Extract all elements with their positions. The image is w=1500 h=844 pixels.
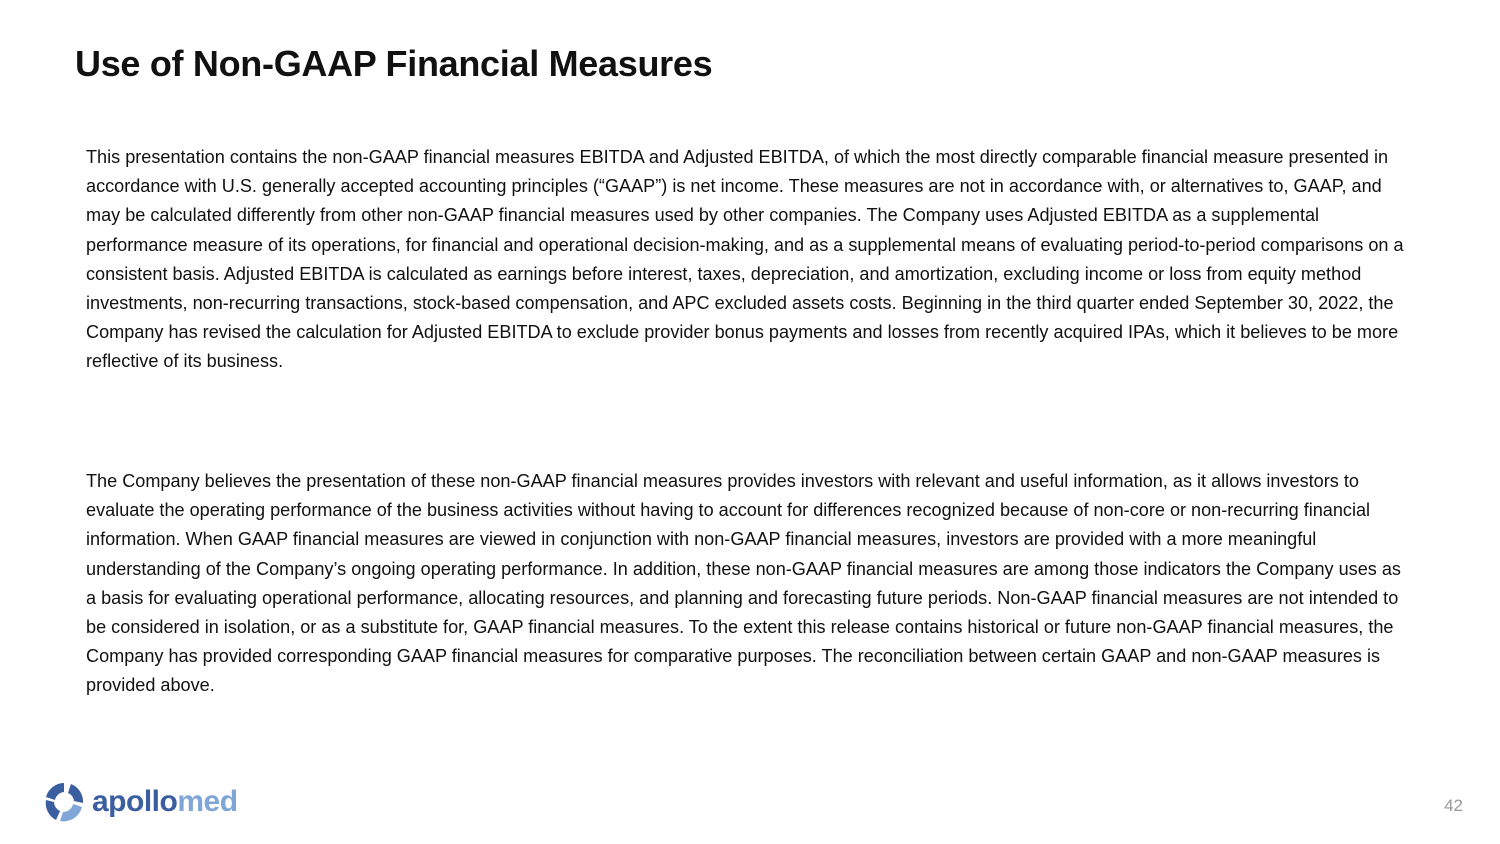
logo-text-apollo: apollo xyxy=(92,785,178,818)
page-number: 42 xyxy=(1444,796,1463,815)
logo-text-med: med xyxy=(177,785,238,818)
paragraph-non-gaap-usefulness: The Company believes the presentation of these non-GAAP financial measures provides investors with relevant and useful information, as it allows investors to evaluate the operating performance of the business activities without having to account for differences recognized because of non-core or non-recurring financial information. When GAAP financial measures are viewed in conjunction with non-GAAP financial measures, investors are provided with a more meaningful understanding of the Company’s ongoing operating performance. In addition, these non-GAAP financial measures are among those indicators the Company uses as a basis for evaluating operational performance, allocating resources, and planning and forecasting future periods. Non-GAAP financial measures are not intended to be considered in isolation, or as a substitute for, GAAP financial measures. To the extent this release contains historical or future non-GAAP financial measures, the Company has provided corresponding GAAP financial measures for comparative purposes. The reconciliation between certain GAAP and non-GAAP measures is provided above. xyxy=(86,471,1401,696)
paragraph-non-gaap-definition: This presentation contains the non-GAAP financial measures EBITDA and Adjusted EBITDA, of which the most directly comparable financial measure presented in accordance with U.S. generally accepted accounting principles (“GAAP”) is net income. These measures are not in accordance with, or alternatives to, GAAP, and may be calculated differently from other non-GAAP financial measures used by other companies. The Company uses Adjusted EBITDA as a supplemental performance measure of its operations, for financial and operational decision-making, and as a supplemental means of evaluating period-to-period comparisons on a consistent basis. Adjusted EBITDA is calculated as earnings before interest, taxes, depreciation, and amortization, excluding income or loss from equity method investments, non-recurring transactions, stock-based compensation, and APC excluded assets costs. Beginning in the third quarter ended September 30, 2022, the Company has revised the calculation for Adjusted EBITDA to exclude provider bonus payments and losses from recently acquired IPAs, which it believes to be more reflective of its business. xyxy=(86,147,1404,372)
apollomed-swirl-icon xyxy=(42,780,86,824)
page-title: Use of Non-GAAP Financial Measures xyxy=(75,43,713,84)
company-logo xyxy=(42,780,238,824)
logo-wordmark xyxy=(92,780,238,824)
